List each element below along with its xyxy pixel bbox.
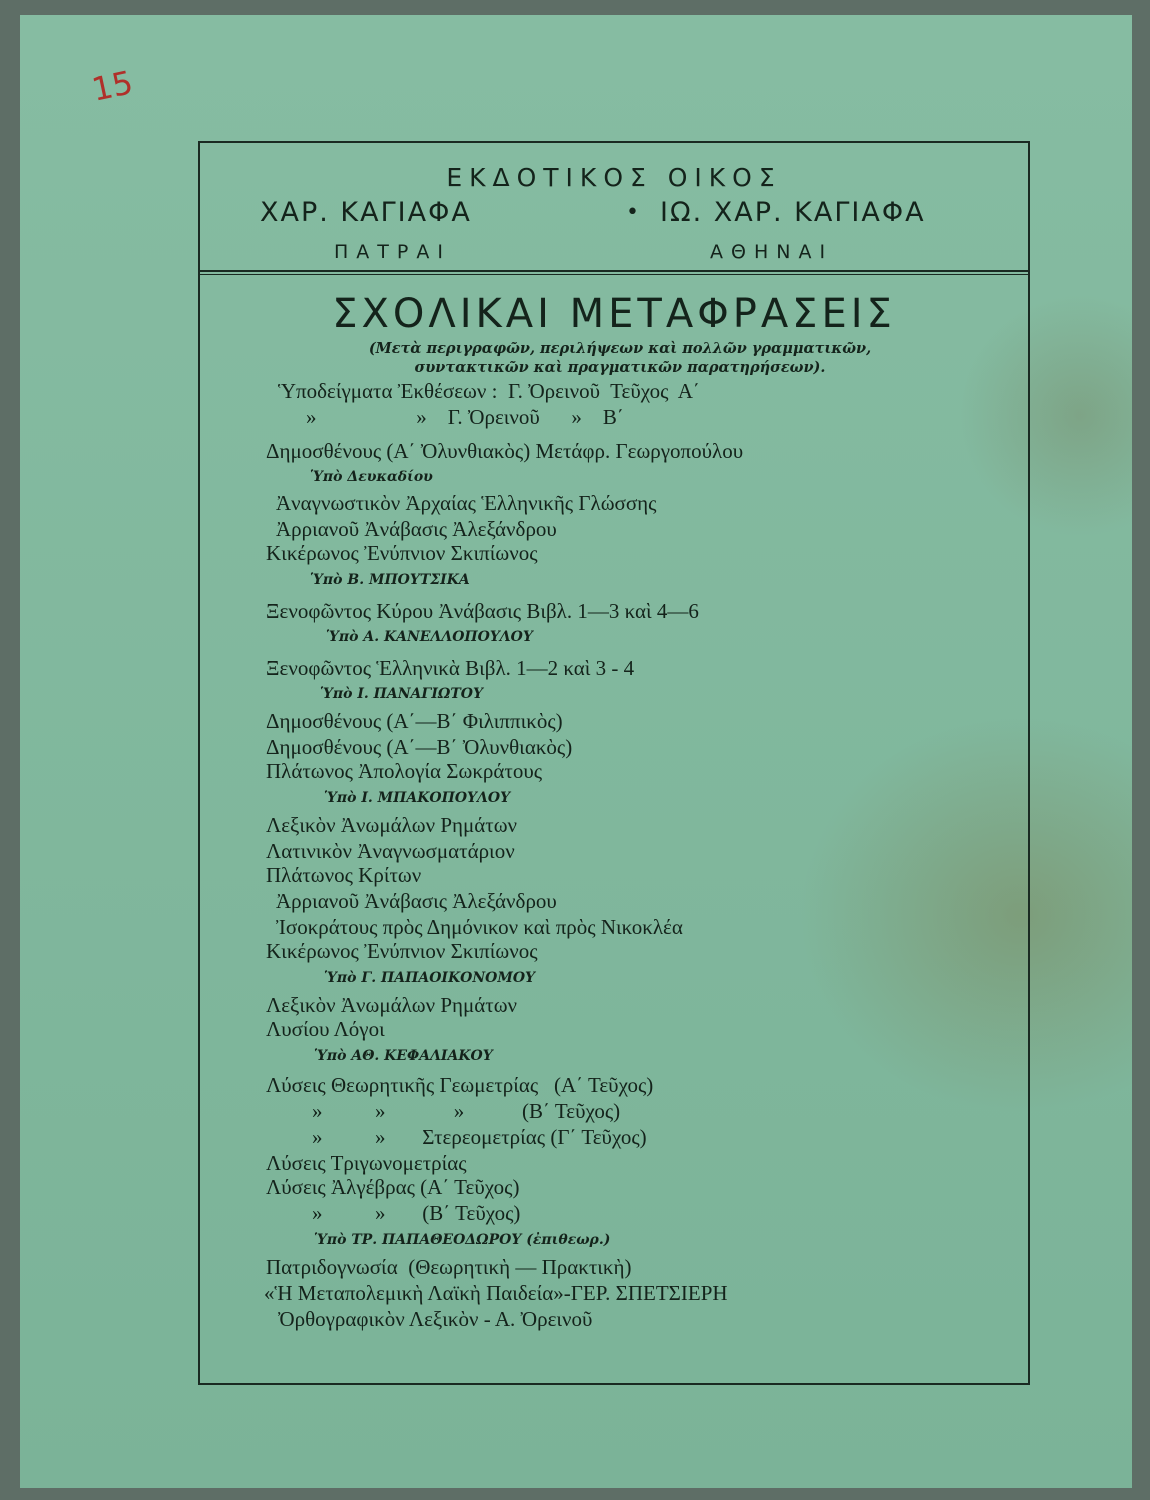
catalog-entry: Ἀναγνωστικὸν Ἀρχαίας Ἑλληνικῆς Γλώσσης xyxy=(276,491,657,515)
catalog-entry: Ξενοφῶντος Κύρου Ἀνάβασις Βιβλ. 1—3 καὶ 4—6 xyxy=(266,599,699,623)
catalog-entry: Κικέρωνος Ἐνύπνιον Σκιπίωνος xyxy=(266,939,538,963)
publisher-label: ΕΚΔΟΤΙΚΟΣ ΟΙΚΟΣ xyxy=(446,163,782,192)
header-divider-thin xyxy=(200,274,1028,275)
catalog-entry: Ἀρριανοῦ Ἀνάβασις Ἀλεξάνδρου xyxy=(276,517,557,541)
catalog-entry: «Ἡ Μεταπολεμικὴ Λαϊκὴ Παιδεία»-ΓΕΡ. ΣΠΕΤΣΙΕΡΗ xyxy=(264,1281,728,1305)
city-left: ΠΑΤΡΑΙ xyxy=(334,241,451,263)
catalog-entry: Ὑποδείγματα Ἐκθέσεων : Γ. Ὀρεινοῦ Τεῦχος Α΄ xyxy=(278,379,700,403)
city-right: ΑΘΗΝΑΙ xyxy=(710,241,834,263)
catalog-entry: Ὀρθογραφικὸν Λεξικὸν - Α. Ὀρεινοῦ xyxy=(278,1307,593,1331)
book-back-cover xyxy=(20,15,1132,1488)
catalog-entry: Λύσεις Τριγωνομετρίας xyxy=(266,1151,467,1175)
catalog-entry: Πλάτωνος Κρίτων xyxy=(266,863,422,887)
author-heading: Ὑπὸ Ι. ΠΑΝΑΓΙΩΤΟΥ xyxy=(320,686,483,702)
catalog-entry: Λύσεις Ἀλγέβρας (Α΄ Τεῦχος) xyxy=(266,1175,520,1199)
author-heading: Ὑπὸ Α. ΚΑΝΕΛΛΟΠΟΥΛΟΥ xyxy=(326,629,533,645)
catalog-entry: » » Στερεομετρίας (Γ΄ Τεῦχος) xyxy=(312,1125,647,1149)
subtitle-line: συντακτικῶν καὶ πραγματικῶν παρατηρήσεων). xyxy=(414,359,826,376)
catalog-entry: Δημοσθένους (Α΄—Β΄ Φιλιππικὸς) xyxy=(266,709,563,733)
catalog-entry: Πλάτωνος Ἀπολογία Σωκράτους xyxy=(266,759,543,783)
subtitle-line: (Μετὰ περιγραφῶν, περιλήψεων καὶ πολλῶν γραμματικῶν, xyxy=(368,340,872,357)
catalog-entry: Κικέρωνος Ἐνύπνιον Σκιπίωνος xyxy=(266,541,538,565)
catalog-entry: Λύσεις Θεωρητικῆς Γεωμετρίας (Α΄ Τεῦχος) xyxy=(266,1073,654,1097)
catalog-entry: Πατριδογνωσία (Θεωρητικὴ — Πρακτικὴ) xyxy=(266,1255,632,1279)
publisher-right: ΙΩ. ΧΑΡ. ΚΑΓΙΑΦΑ xyxy=(660,197,926,228)
catalog-entry: » » » (Β΄ Τεῦχος) xyxy=(312,1099,621,1123)
catalog-entry: Δημοσθένους (Α΄—Β΄ Ὀλυνθιακὸς) xyxy=(266,735,573,759)
bullet-separator: • xyxy=(626,200,641,225)
catalog-entry: » » (Β΄ Τεῦχος) xyxy=(312,1201,521,1225)
handwritten-page-number: 15 xyxy=(88,63,137,109)
catalog-entry: Ἀρριανοῦ Ἀνάβασις Ἀλεξάνδρου xyxy=(276,889,557,913)
author-heading: Ὑπὸ Β. ΜΠΟΥΤΣΙΚΑ xyxy=(310,572,470,588)
catalog-frame xyxy=(198,141,1030,1385)
header-divider xyxy=(200,270,1028,272)
catalog-entry: Ξενοφῶντος Ἑλληνικὰ Βιβλ. 1—2 καὶ 3 - 4 xyxy=(266,656,635,680)
catalog-entry: Λεξικὸν Ἀνωμάλων Ρημάτων xyxy=(266,813,518,837)
catalog-entry: Ἰσοκράτους πρὸς Δημόνικον καὶ πρὸς Νικοκλέα xyxy=(276,915,683,939)
catalog-entry: Λεξικὸν Ἀνωμάλων Ρημάτων xyxy=(266,993,518,1017)
catalog-entry: Λυσίου Λόγοι xyxy=(266,1017,385,1041)
author-heading: Ὑπὸ ΑΘ. ΚΕΦΑΛΙΑΚΟΥ xyxy=(314,1048,493,1064)
author-heading: Ὑπὸ Δευκαδίου xyxy=(310,469,433,485)
author-heading: Ὑπὸ ΤΡ. ΠΑΠΑΘΕΟΔΩΡΟΥ (ἐπιθεωρ.) xyxy=(314,1232,611,1248)
catalog-entry: Δημοσθένους (Α΄ Ὀλυνθιακὸς) Μετάφρ. Γεωργοπούλου xyxy=(266,439,744,463)
catalog-title: ΣΧΟΛΙΚΑΙ ΜΕΤΑΦΡΑΣΕΙΣ xyxy=(332,291,896,337)
catalog-entry: » » Γ. Ὀρεινοῦ » Β΄ xyxy=(306,405,624,429)
catalog-subtitle xyxy=(270,339,970,377)
publisher-left: ΧΑΡ. ΚΑΓΙΑΦΑ xyxy=(260,197,472,228)
catalog-entry: Λατινικὸν Ἀναγνωσματάριον xyxy=(266,839,515,863)
author-heading: Ὑπὸ Γ. ΠΑΠΑΟΙΚΟΝΟΜΟΥ xyxy=(324,970,536,986)
author-heading: Ὑπὸ Ι. ΜΠΑΚΟΠΟΥΛΟΥ xyxy=(324,790,511,806)
